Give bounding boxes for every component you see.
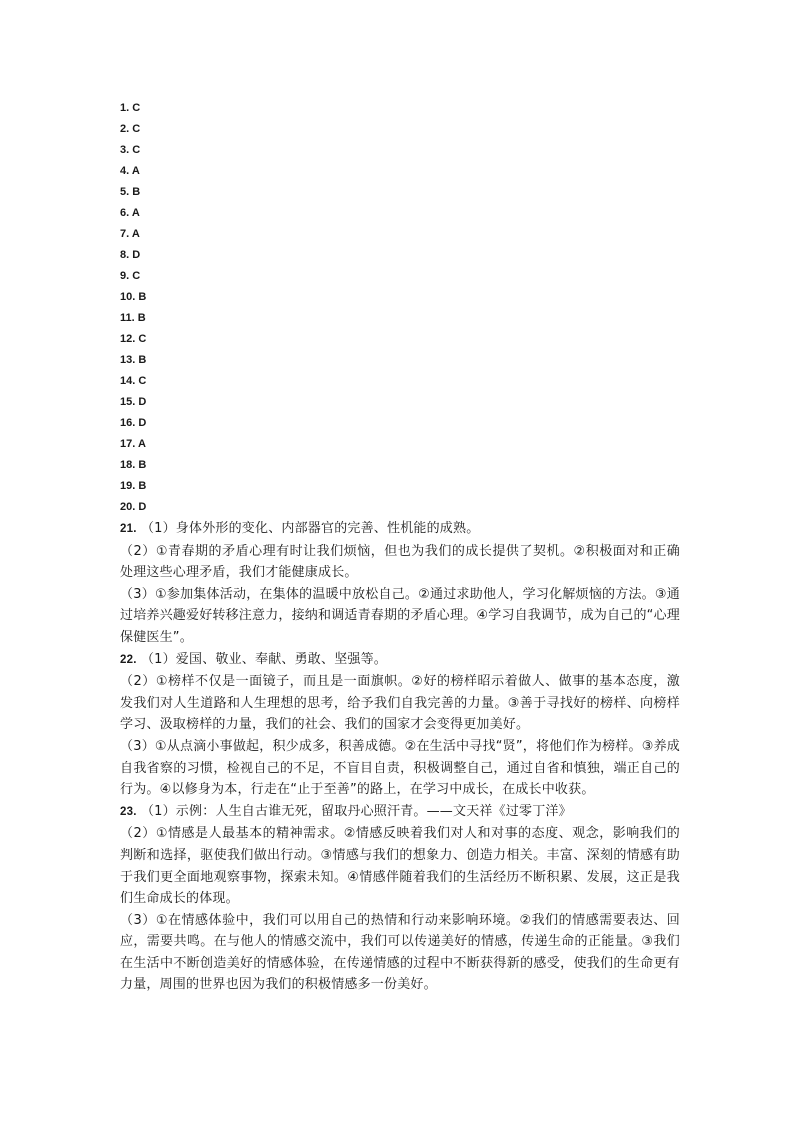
q21-part2: （2）①青春期的矛盾心理有时让我们烦恼，但也为我们的成长提供了契机。②积极面对和正确处理这些心理矛盾，我们才能健康成长。 bbox=[120, 543, 680, 581]
mc-answer-16: 16. D bbox=[120, 417, 147, 429]
mc-answer-5: 5. B bbox=[120, 186, 141, 198]
multiple-choice-answers bbox=[120, 98, 680, 518]
question-21 bbox=[120, 518, 680, 649]
question-22 bbox=[120, 649, 680, 801]
q22-part3: （3）①从点滴小事做起，积少成多，积善成德。②在生活中寻找“贤”，将他们作为榜样。③养成自我省察的习惯，检视自己的不足，不盲目自责，积极调整自己，通过自省和慎独，端正自己的行为。④以修身为本，行走在“止于至善”的路上，在学习中成长，在成长中收获。 bbox=[120, 738, 680, 798]
q22-number: 22. bbox=[120, 653, 137, 666]
q21-part3: （3）①参加集体活动，在集体的温暖中放松自己。②通过求助他人，学习化解烦恼的方法。③通过培养兴趣爱好转移注意力，接纳和调适青春期的矛盾心理。④学习自我调节，成为自己的“心理保健医生”。 bbox=[120, 586, 680, 645]
q22-part2: （2）①榜样不仅是一面镜子，而且是一面旗帜。②好的榜样昭示着做人、做事的基本态度，激发我们对人生道路和人生理想的思考，给予我们自我完善的力量。③善于寻找好的榜样、向榜样学习、汲取榜样的力量，我们的社会、我们的国家才会变得更加美好。 bbox=[120, 674, 680, 733]
q23-part2: （2）①情感是人最基本的精神需求。②情感反映着我们对人和对事的态度、观念，影响我们的判断和选择，驱使我们做出行动。③情感与我们的想象力、创造力相关。丰富、深刻的情感有助于我们更全面地观察事物，探索未知。④情感伴随着我们的生活经历不断积累、发展，这正是我们生命成长的体现。 bbox=[120, 826, 680, 907]
answer-key-page bbox=[120, 98, 680, 996]
q21-part1 bbox=[120, 518, 680, 541]
mc-answer-10: 10. B bbox=[120, 291, 147, 303]
q23-part1-text: （1）示例：人生自古谁无死，留取丹心照汗青。——文天祥《过零丁洋》 bbox=[140, 803, 572, 819]
q22-part1 bbox=[120, 649, 680, 672]
mc-answer-18: 18. B bbox=[120, 459, 147, 471]
mc-answer-3: 3. C bbox=[120, 144, 141, 156]
mc-answer-14: 14. C bbox=[120, 375, 147, 387]
question-23 bbox=[120, 801, 680, 996]
q23-number: 23. bbox=[120, 805, 137, 818]
q21-number: 21. bbox=[120, 523, 137, 535]
mc-answer-6: 6. A bbox=[120, 207, 140, 219]
mc-answer-12: 12. C bbox=[120, 333, 147, 345]
q21-part1-text: （1）身体外形的变化、内部器官的完善、性机能的成熟。 bbox=[140, 521, 480, 536]
mc-answer-19: 19. B bbox=[120, 480, 147, 492]
q23-part1 bbox=[120, 801, 680, 824]
mc-answer-9: 9. C bbox=[120, 270, 141, 282]
mc-answer-13: 13. B bbox=[120, 354, 147, 366]
mc-answer-20: 20. D bbox=[120, 501, 147, 513]
mc-answer-2: 2. C bbox=[120, 123, 141, 135]
mc-answer-15: 15. D bbox=[120, 396, 147, 408]
mc-answer-1: 1. C bbox=[120, 102, 141, 114]
mc-answer-7: 7. A bbox=[120, 228, 140, 240]
q23-part3: （3）①在情感体验中，我们可以用自己的热情和行动来影响环境。②我们的情感需要表达、回应，需要共鸣。在与他人的情感交流中，我们可以传递美好的情感，传递生命的正能量。③我们在生活中不断创造美好的情感体验，在传递情感的过程中不断获得新的感受，使我们的生命更有力量，周围的世界也因为我们的积极情感多一份美好。 bbox=[120, 912, 680, 993]
q22-part1-text: （1）爱国、敬业、奉献、勇敢、坚强等。 bbox=[140, 651, 388, 667]
mc-answer-4: 4. A bbox=[120, 165, 140, 177]
mc-answer-17: 17. A bbox=[120, 438, 146, 450]
mc-answer-8: 8. D bbox=[120, 249, 141, 261]
mc-answer-11: 11. B bbox=[120, 312, 146, 324]
